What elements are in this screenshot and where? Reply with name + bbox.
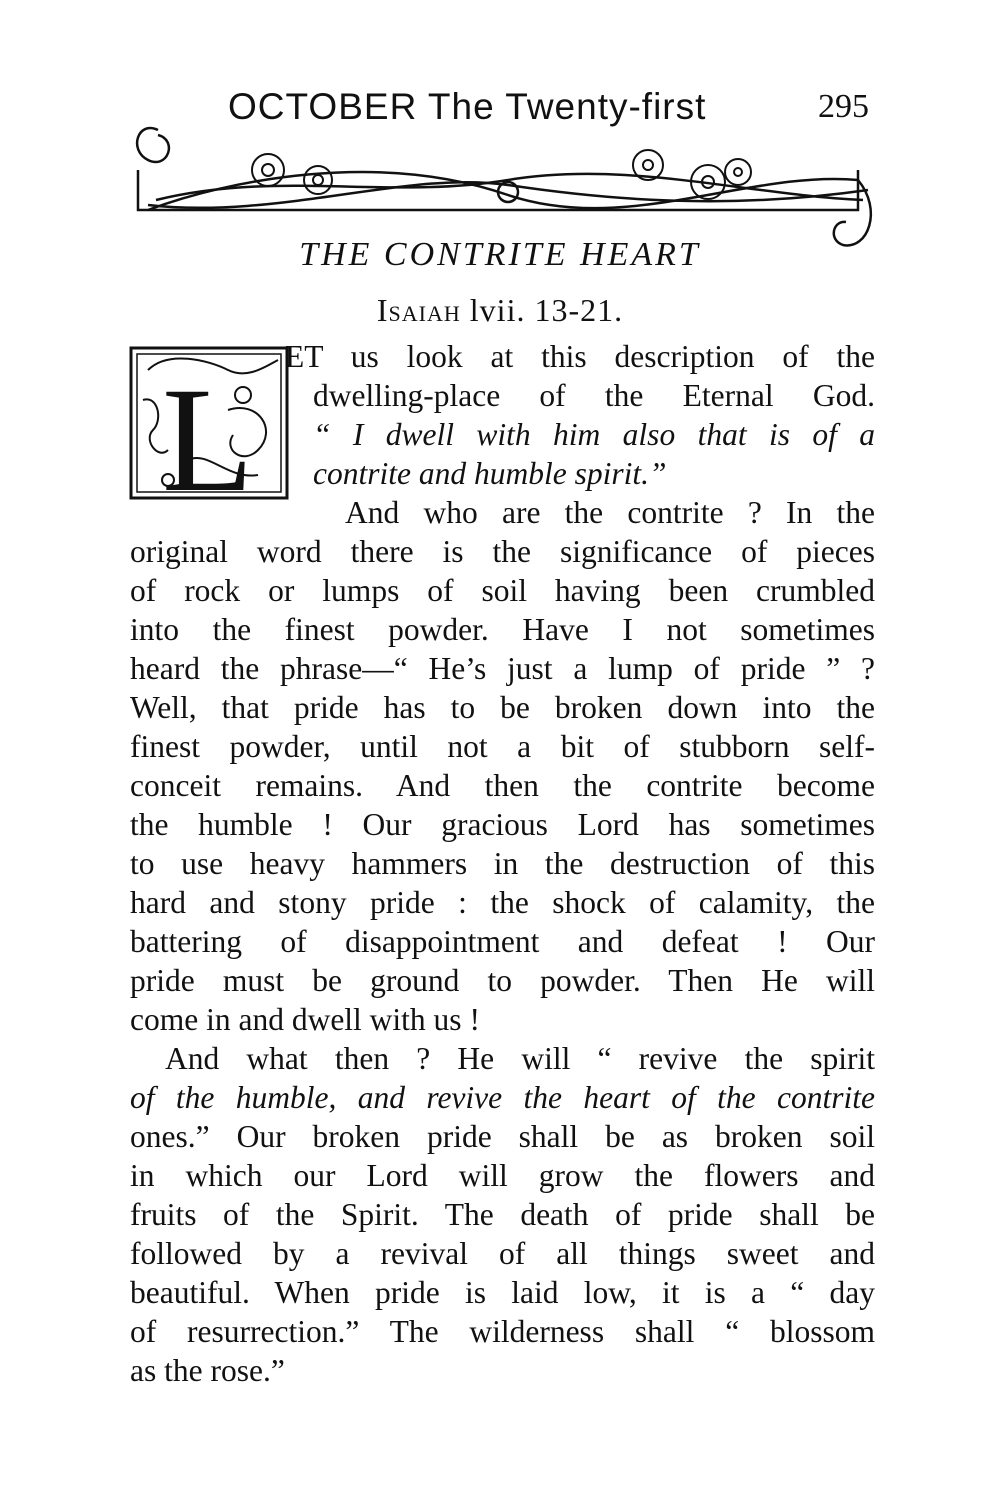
text-line: finest powder, until not a bit of stubborn self-: [130, 729, 875, 764]
paragraph-2: [130, 493, 875, 1039]
header-month-title: OCTOBER The Twenty-first: [228, 86, 707, 127]
text-line: in which our Lord will grow the flowers and: [130, 1158, 875, 1193]
text-line: heard the phrase—“ He’s just a lump of pride ” ?: [130, 651, 875, 686]
text-line: contrite and humble spirit.”: [313, 456, 667, 491]
text-line: hard and stony pride : the shock of calamity, the: [130, 885, 875, 920]
svg-text:L: L: [162, 357, 254, 508]
text-line: ET us look at this description of the: [285, 339, 875, 374]
paragraph-1: [130, 337, 875, 493]
reference-book: Isaiah: [376, 292, 461, 328]
reference-verse: lvii. 13-21.: [469, 292, 624, 328]
page-number: 295: [818, 88, 869, 125]
text-line: into the finest powder. Have I not sometimes: [130, 612, 875, 647]
text-line: of rock or lumps of soil having been crumbled: [130, 573, 875, 608]
text-line: as the rose.”: [130, 1353, 285, 1388]
scripture-reference: [0, 292, 1000, 329]
text-line: fruits of the Spirit. The death of pride shall be: [130, 1197, 875, 1232]
text-line: come in and dwell with us !: [130, 1002, 480, 1037]
text-line: “ I dwell with him also that is of a: [313, 417, 875, 452]
text-line: original word there is the significance of pieces: [130, 534, 875, 569]
paragraph-3: [130, 1039, 875, 1390]
text-line: of the humble, and revive the heart of the contrite: [130, 1080, 875, 1115]
text-line: pride must be ground to powder. Then He will: [130, 963, 875, 998]
floral-ornament-banner: [128, 110, 880, 250]
page-header: [128, 80, 880, 250]
text-line: of resurrection.” The wilderness shall “ blossom: [130, 1314, 875, 1349]
text-line: And what then ? He will “ revive the spirit: [165, 1041, 875, 1076]
text-line: the humble ! Our gracious Lord has sometimes: [130, 807, 875, 842]
text-line: followed by a revival of all things sweet and: [130, 1236, 875, 1271]
text-line: conceit remains. And then the contrite become: [130, 768, 875, 803]
text-line: to use heavy hammers in the destruction of this: [130, 846, 875, 881]
text-line: beautiful. When pride is laid low, it is a “ day: [130, 1275, 875, 1310]
text-line: dwelling-place of the Eternal God.: [313, 378, 875, 413]
section-title: THE CONTRITE HEART: [299, 236, 701, 273]
text-line: Well, that pride has to be broken down into the: [130, 690, 875, 725]
text-line: ones.” Our broken pride shall be as broken soil: [130, 1119, 875, 1154]
text-line: And who are the contrite ? In the: [345, 495, 875, 530]
body-text: [130, 337, 875, 1390]
text-line: battering of disappointment and defeat ! Our: [130, 924, 875, 959]
